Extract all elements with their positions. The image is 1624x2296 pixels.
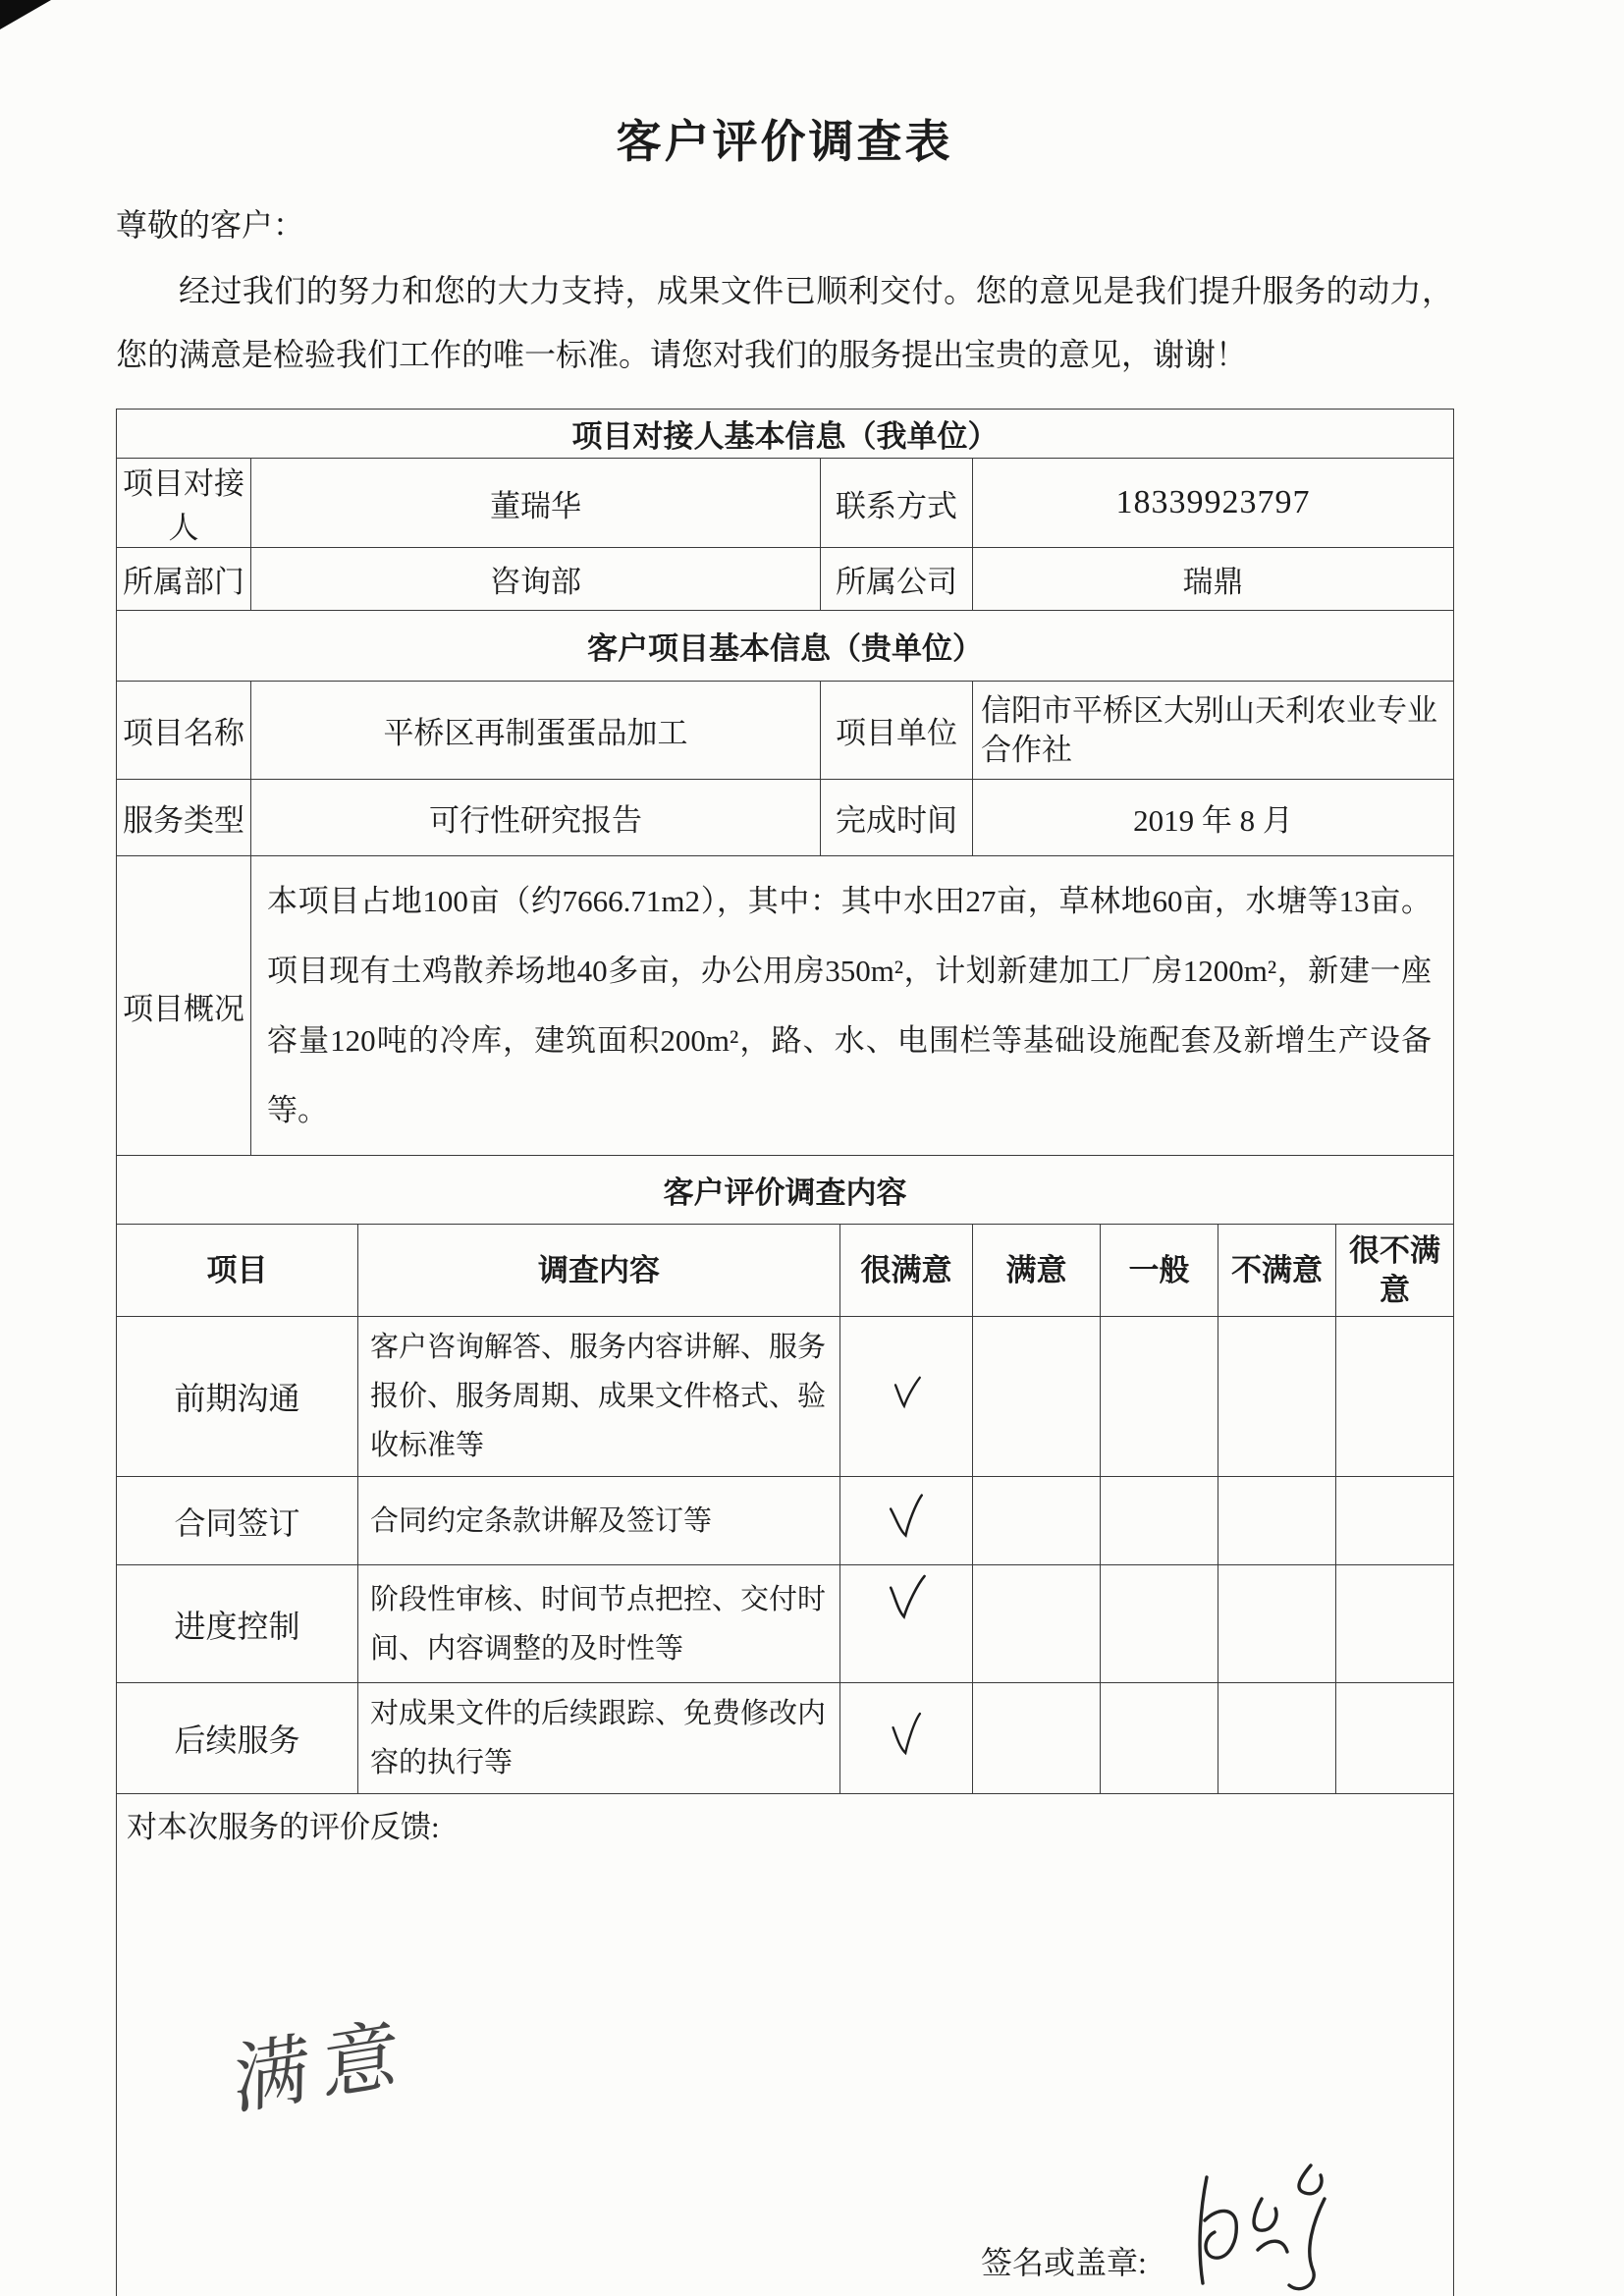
checkmark-icon bbox=[885, 1565, 928, 1631]
field-label: 联系方式 bbox=[821, 459, 973, 548]
rating-cell-satisfied bbox=[973, 1317, 1101, 1477]
survey-content: 客户咨询解答、服务内容讲解、服务报价、服务周期、成果文件格式、验收标准等 bbox=[358, 1317, 840, 1477]
project-overview-text: 本项目占地100亩（约7666.71m2），其中：其中水田27亩，草林地60亩，水塘等13亩。项目现有土鸡散养场地40多亩，办公用房350m²，计划新建加工厂房1200m²，新建一座容量120吨的冷库，建筑面积200m²，路、水、电围栏等基础设施配套及新增生产设备等。 bbox=[251, 856, 1454, 1156]
table-row bbox=[117, 856, 1454, 1156]
rating-cell-very-satisfied bbox=[840, 1317, 973, 1477]
table-row bbox=[117, 459, 1454, 548]
field-label: 完成时间 bbox=[821, 780, 973, 856]
handwritten-feedback: 满意 bbox=[233, 2009, 413, 2125]
field-label: 服务类型 bbox=[117, 780, 251, 856]
field-label: 项目单位 bbox=[821, 682, 973, 780]
field-label: 所属公司 bbox=[821, 548, 973, 611]
signature-handwriting bbox=[1185, 2159, 1342, 2296]
table-row bbox=[117, 682, 1454, 780]
table-row bbox=[117, 1683, 1454, 1794]
scan-corner-artifact bbox=[0, 0, 51, 29]
section-header-project: 客户项目基本信息（贵单位） bbox=[117, 611, 1454, 682]
table-row bbox=[117, 780, 1454, 856]
feedback-label: 对本次服务的评价反馈: bbox=[127, 1810, 440, 1844]
feedback-cell bbox=[117, 1794, 1454, 2296]
rating-cell-very-satisfied bbox=[840, 1477, 973, 1565]
checkmark-icon bbox=[885, 1485, 927, 1548]
section-header-survey: 客户评价调查内容 bbox=[117, 1156, 1454, 1225]
intro-paragraph: 经过我们的努力和您的大力支持，成果文件已顺利交付。您的意见是我们提升服务的动力，您的满意是检验我们工作的唯一标准。请您对我们的服务提出宝贵的意见，谢谢！ bbox=[116, 273, 1453, 372]
field-value: 2019 年 8 月 bbox=[973, 780, 1454, 856]
rating-cell-dissatisfied bbox=[1218, 1565, 1336, 1683]
table-row bbox=[117, 1477, 1454, 1565]
column-header: 不满意 bbox=[1218, 1225, 1336, 1317]
rating-cell-very-satisfied bbox=[840, 1565, 973, 1683]
survey-content: 对成果文件的后续跟踪、免费修改内容的执行等 bbox=[358, 1683, 840, 1794]
table-row bbox=[117, 1317, 1454, 1477]
field-value: 咨询部 bbox=[251, 548, 821, 611]
column-header: 调查内容 bbox=[358, 1225, 840, 1317]
field-value: 平桥区再制蛋蛋品加工 bbox=[251, 682, 821, 780]
rating-cell-satisfied bbox=[973, 1565, 1101, 1683]
rating-cell-very-dissatisfied bbox=[1336, 1317, 1454, 1477]
signature-label: 签名或盖章: bbox=[981, 2245, 1147, 2280]
page-title: 客户评价调查表 bbox=[616, 117, 953, 167]
rating-cell-neutral bbox=[1101, 1317, 1218, 1477]
rating-cell-satisfied bbox=[973, 1477, 1101, 1565]
checkmark-icon bbox=[891, 1370, 923, 1415]
column-header: 很满意 bbox=[840, 1225, 973, 1317]
rating-cell-dissatisfied bbox=[1218, 1317, 1336, 1477]
salutation: 尊敬的客户： bbox=[116, 207, 305, 243]
column-header: 一般 bbox=[1101, 1225, 1218, 1317]
survey-category: 合同签订 bbox=[117, 1477, 358, 1565]
table-row bbox=[117, 548, 1454, 611]
table-row bbox=[117, 1794, 1454, 2296]
column-header: 很不满意 bbox=[1336, 1225, 1454, 1317]
column-header: 满意 bbox=[973, 1225, 1101, 1317]
rating-cell-very-dissatisfied bbox=[1336, 1683, 1454, 1794]
checkmark-icon bbox=[887, 1704, 926, 1764]
rating-cell-dissatisfied bbox=[1218, 1477, 1336, 1565]
field-label: 所属部门 bbox=[117, 548, 251, 611]
survey-category: 进度控制 bbox=[117, 1565, 358, 1683]
field-value: 信阳市平桥区大别山天利农业专业合作社 bbox=[973, 682, 1454, 780]
field-label: 项目对接人 bbox=[117, 459, 251, 548]
basic-info-table bbox=[116, 409, 1454, 1156]
survey-table bbox=[116, 1155, 1454, 1794]
survey-content: 合同约定条款讲解及签订等 bbox=[358, 1477, 840, 1565]
feedback-table bbox=[116, 1793, 1454, 2296]
rating-cell-satisfied bbox=[973, 1683, 1101, 1794]
field-label: 项目名称 bbox=[117, 682, 251, 780]
rating-cell-dissatisfied bbox=[1218, 1683, 1336, 1794]
field-value-phone: 18339923797 bbox=[973, 459, 1454, 548]
survey-content: 阶段性审核、时间节点把控、交付时间、内容调整的及时性等 bbox=[358, 1565, 840, 1683]
field-value: 可行性研究报告 bbox=[251, 780, 821, 856]
survey-header-row bbox=[117, 1225, 1454, 1317]
survey-category: 前期沟通 bbox=[117, 1317, 358, 1477]
rating-cell-very-dissatisfied bbox=[1336, 1565, 1454, 1683]
rating-cell-neutral bbox=[1101, 1683, 1218, 1794]
field-label: 项目概况 bbox=[117, 856, 251, 1156]
table-row bbox=[117, 1565, 1454, 1683]
document-body bbox=[116, 0, 1453, 2296]
survey-category: 后续服务 bbox=[117, 1683, 358, 1794]
rating-cell-very-satisfied bbox=[840, 1683, 973, 1794]
field-value: 瑞鼎 bbox=[973, 548, 1454, 611]
column-header: 项目 bbox=[117, 1225, 358, 1317]
rating-cell-neutral bbox=[1101, 1565, 1218, 1683]
rating-cell-very-dissatisfied bbox=[1336, 1477, 1454, 1565]
section-header-contact: 项目对接人基本信息（我单位） bbox=[117, 410, 1454, 459]
field-value: 董瑞华 bbox=[251, 459, 821, 548]
rating-cell-neutral bbox=[1101, 1477, 1218, 1565]
